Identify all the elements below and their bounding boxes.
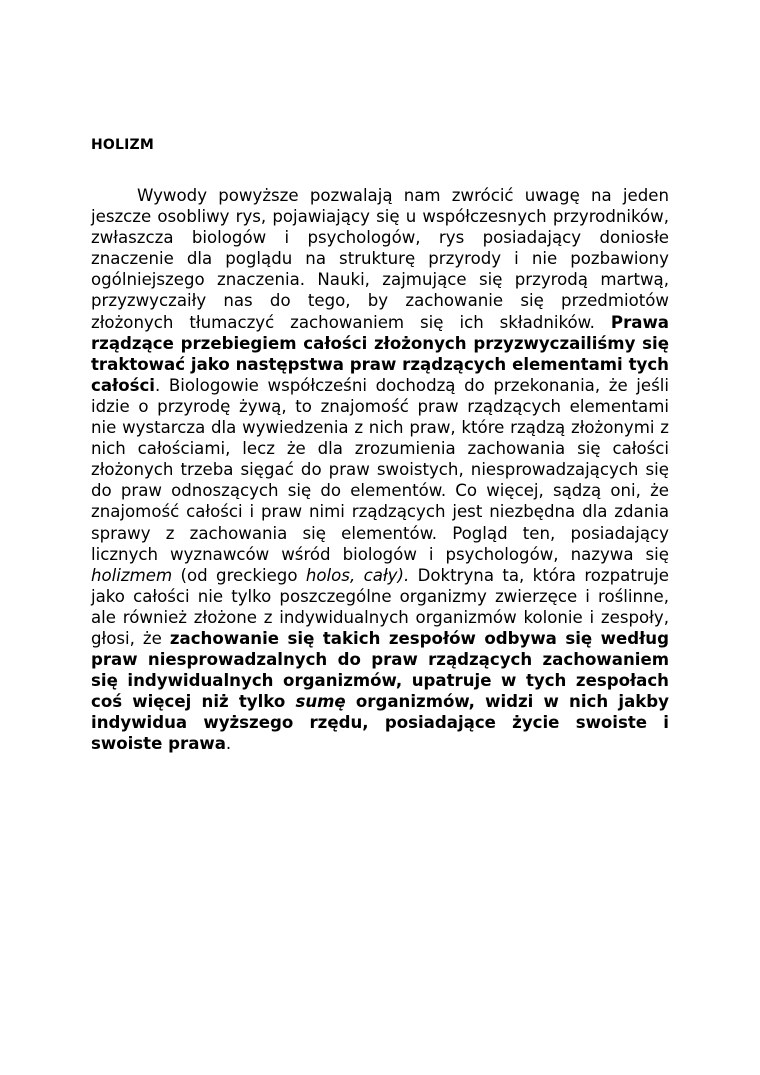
text-run: . (225, 734, 232, 754)
body-paragraph (91, 185, 669, 755)
bold-text-run: zachowanie się takich zespołów odbywa się według praw niesprowadzalnych do praw rządzących zachowaniem się indywidualnych organizmów, upatruje w tych zespołach coś więcej niż tylko (91, 628, 669, 712)
bold-text-run: Prawa rządzące przebiegiem całości złożonych przyzwyczailiśmy się traktować jako następstwa praw rządzących elementami tych całości (91, 312, 669, 395)
bold-text-run: organizmów, widzi w nich jakby indywidua wyższego rzędu, posiadające życie swoiste i swoiste prawa (91, 692, 669, 754)
italic-text-run: sumę (295, 692, 346, 712)
italic-text-run: holos, cały). (305, 565, 410, 585)
text-run: (od greckiego (172, 565, 306, 585)
text-run: Doktryna ta, która rozpatruje jako całości nie tylko poszczególne organizmy zwierzęce i roślinne, ale również złożone z indywidualnych organizmów kolonie i zespoły, głosi, że (91, 565, 669, 648)
document-title: HOLIZM (91, 137, 155, 153)
text-run: Wywody powyższe pozwalają nam zwrócić uwagę na jeden jeszcze osobliwy rys, pojawiający się u współczesnych przyrodników, zwłaszcza biologów i psychologów, rys posiadający doniosłe znaczenie dla poglądu na strukturę przyrody i nie pozbawiony ogólniejszego znaczenia. Nauki, zajmujące się przyrodą martwą, przyzwyczaiły nas do tego, by zachowanie się przedmiotów złożonych tłumaczyć zachowaniem się ich składników. (91, 186, 669, 332)
italic-text-run: holizmem (91, 565, 173, 585)
bold-italic-text-run (295, 692, 345, 711)
text-run: . Biologowie współcześni dochodzą do przekonania, że jeśli idzie o przyrodę żywą, to znajomość praw rządzących elementami nie wystarcza dla wywiedzenia z nich praw, które rządzą złożonymi z nich całościami, lecz że dla zrozumienia zachowania się całości złożonych trzeba sięgać do praw swoistych, niesprowadzających się do praw odnoszących się do elementów. Co więcej, sądzą oni, że znajomość całości i praw nimi rządzących jest niezbędna dla zdania sprawy z zachowania się elementów. Pogląd ten, posiadający licznych wyznawców wśród biologów i psychologów, nazywa się (91, 375, 669, 564)
